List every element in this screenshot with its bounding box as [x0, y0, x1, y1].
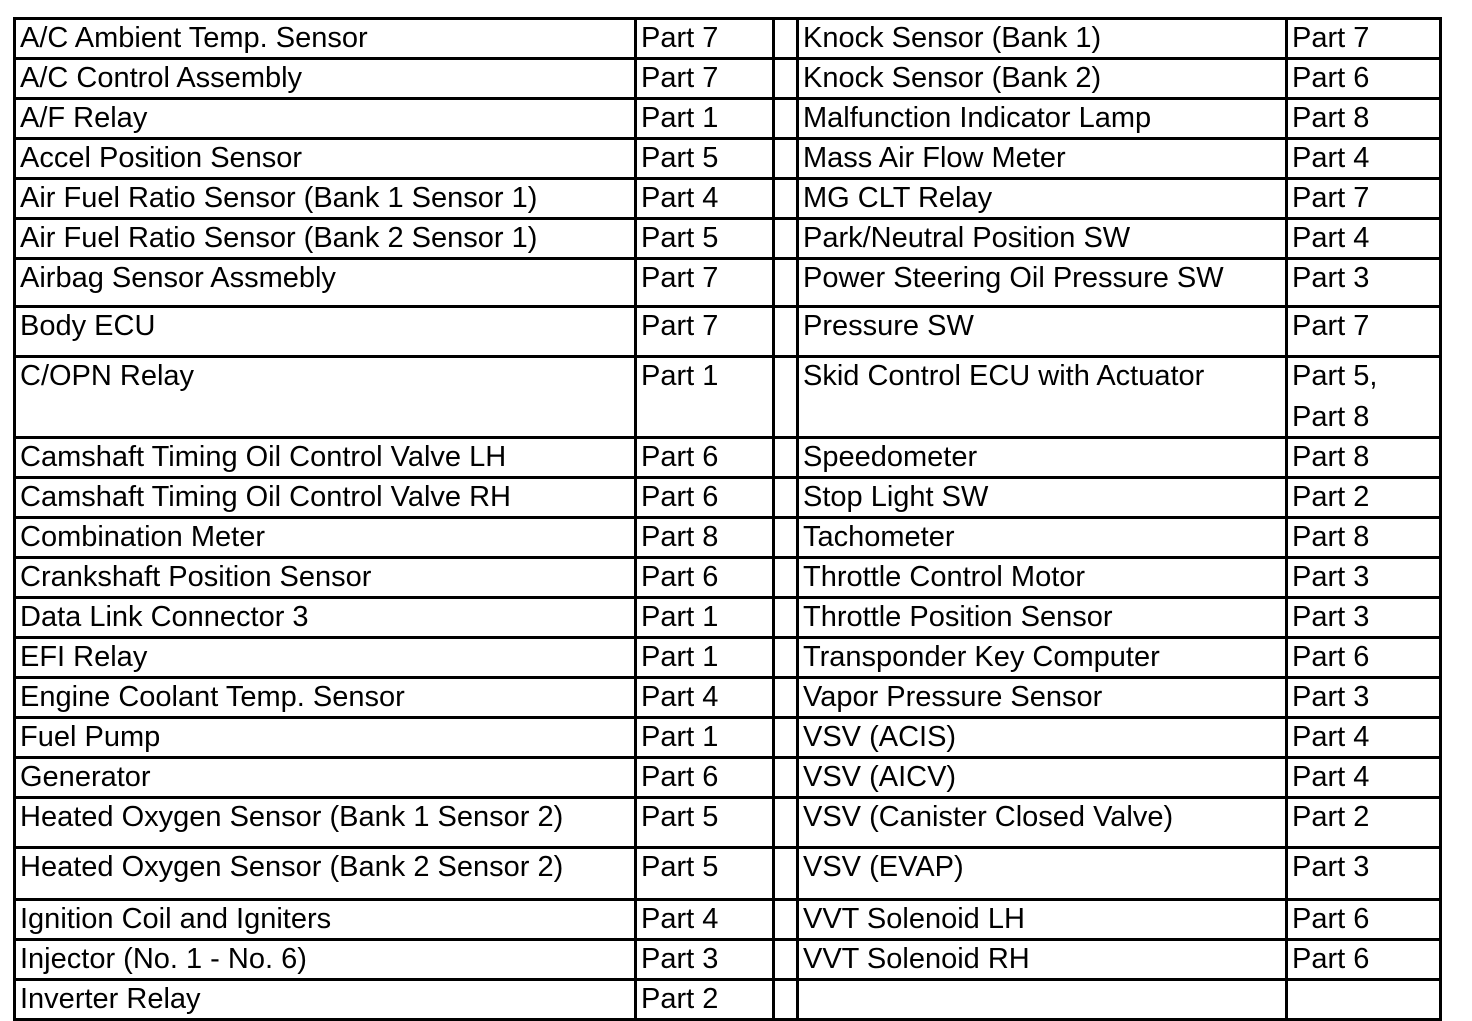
part-cell: Part 7	[636, 19, 774, 59]
component-name-cell: Heated Oxygen Sensor (Bank 1 Sensor 2)	[15, 798, 636, 848]
column-gap-cell	[774, 558, 798, 598]
column-gap-cell	[774, 179, 798, 219]
column-gap-cell	[774, 219, 798, 259]
column-gap-cell	[774, 940, 798, 980]
part-cell: Part 4	[1287, 219, 1441, 259]
column-gap-cell	[774, 718, 798, 758]
component-name-cell: Body ECU	[15, 307, 636, 357]
part-cell	[1287, 357, 1441, 438]
component-name-cell: VVT Solenoid RH	[798, 940, 1287, 980]
part-cell: Part 5	[636, 219, 774, 259]
part-cell: Part 7	[636, 59, 774, 99]
part-cell: Part 8	[1287, 99, 1441, 139]
part-cell: Part 5	[636, 848, 774, 900]
column-gap-cell	[774, 980, 798, 1020]
table-row	[15, 357, 1441, 438]
component-name-cell: Crankshaft Position Sensor	[15, 558, 636, 598]
component-name-cell: Malfunction Indicator Lamp	[798, 99, 1287, 139]
table-row	[15, 518, 1441, 558]
part-line: Part 8	[1292, 401, 1370, 433]
part-cell: Part 6	[1287, 900, 1441, 940]
column-gap-cell	[774, 259, 798, 307]
table-row	[15, 558, 1441, 598]
part-cell: Part 6	[1287, 638, 1441, 678]
part-cell: Part 8	[636, 518, 774, 558]
part-cell: Part 4	[1287, 139, 1441, 179]
component-name-cell: Pressure SW	[798, 307, 1287, 357]
component-name-cell: Inverter Relay	[15, 980, 636, 1020]
component-name-cell: Skid Control ECU with Actuator	[798, 357, 1287, 438]
component-name-cell: Transponder Key Computer	[798, 638, 1287, 678]
component-name-cell: Knock Sensor (Bank 2)	[798, 59, 1287, 99]
part-cell: Part 5	[636, 139, 774, 179]
component-name-cell: VVT Solenoid LH	[798, 900, 1287, 940]
part-cell: Part 2	[1287, 798, 1441, 848]
table-row	[15, 179, 1441, 219]
component-name-cell: Camshaft Timing Oil Control Valve LH	[15, 438, 636, 478]
component-name-cell: Stop Light SW	[798, 478, 1287, 518]
component-name-cell: Speedometer	[798, 438, 1287, 478]
part-cell: Part 8	[1287, 438, 1441, 478]
component-name-cell: VSV (ACIS)	[798, 718, 1287, 758]
table-row	[15, 678, 1441, 718]
table-row	[15, 19, 1441, 59]
component-name-cell: Heated Oxygen Sensor (Bank 2 Sensor 2)	[15, 848, 636, 900]
column-gap-cell	[774, 59, 798, 99]
component-name-cell: Generator	[15, 758, 636, 798]
table-row	[15, 980, 1441, 1020]
part-cell: Part 7	[1287, 19, 1441, 59]
column-gap-cell	[774, 678, 798, 718]
component-location-table	[13, 17, 1442, 1021]
component-name-cell: Ignition Coil and Igniters	[15, 900, 636, 940]
part-cell: Part 4	[636, 900, 774, 940]
part-cell: Part 1	[636, 357, 774, 438]
column-gap-cell	[774, 19, 798, 59]
part-cell: Part 1	[636, 99, 774, 139]
component-name-cell: Air Fuel Ratio Sensor (Bank 1 Sensor 1)	[15, 179, 636, 219]
table-row	[15, 307, 1441, 357]
part-cell	[1287, 980, 1441, 1020]
column-gap-cell	[774, 848, 798, 900]
component-name-cell: VSV (EVAP)	[798, 848, 1287, 900]
part-cell: Part 3	[1287, 598, 1441, 638]
column-gap-cell	[774, 900, 798, 940]
part-cell: Part 6	[636, 758, 774, 798]
component-name-cell: Throttle Position Sensor	[798, 598, 1287, 638]
table-row	[15, 99, 1441, 139]
part-cell: Part 1	[636, 718, 774, 758]
component-name-cell: Engine Coolant Temp. Sensor	[15, 678, 636, 718]
part-cell: Part 1	[636, 598, 774, 638]
component-name-cell: Fuel Pump	[15, 718, 636, 758]
column-gap-cell	[774, 357, 798, 438]
component-name-cell: Airbag Sensor Assmebly	[15, 259, 636, 307]
component-name-cell: Park/Neutral Position SW	[798, 219, 1287, 259]
part-cell: Part 7	[636, 259, 774, 307]
part-cell: Part 6	[636, 558, 774, 598]
part-cell: Part 1	[636, 638, 774, 678]
component-name-cell: Data Link Connector 3	[15, 598, 636, 638]
table-row	[15, 718, 1441, 758]
part-cell: Part 5	[636, 798, 774, 848]
column-gap-cell	[774, 598, 798, 638]
table-row	[15, 139, 1441, 179]
component-name-cell: Knock Sensor (Bank 1)	[798, 19, 1287, 59]
table-row	[15, 638, 1441, 678]
component-name-cell: Air Fuel Ratio Sensor (Bank 2 Sensor 1)	[15, 219, 636, 259]
part-cell: Part 4	[636, 179, 774, 219]
part-cell: Part 8	[1287, 518, 1441, 558]
part-cell: Part 6	[636, 438, 774, 478]
part-cell: Part 2	[636, 980, 774, 1020]
table-row	[15, 758, 1441, 798]
part-cell: Part 4	[636, 678, 774, 718]
component-name-cell	[798, 980, 1287, 1020]
part-cell: Part 6	[636, 478, 774, 518]
table-row	[15, 940, 1441, 980]
component-name-cell: A/F Relay	[15, 99, 636, 139]
part-cell: Part 4	[1287, 718, 1441, 758]
part-cell: Part 3	[1287, 848, 1441, 900]
column-gap-cell	[774, 438, 798, 478]
part-cell: Part 3	[1287, 558, 1441, 598]
table-row	[15, 900, 1441, 940]
component-name-cell: MG CLT Relay	[798, 179, 1287, 219]
table-row	[15, 438, 1441, 478]
part-cell: Part 7	[1287, 307, 1441, 357]
table-row	[15, 59, 1441, 99]
part-line: Part 5,	[1292, 360, 1378, 392]
component-name-cell: Injector (No. 1 - No. 6)	[15, 940, 636, 980]
column-gap-cell	[774, 139, 798, 179]
part-cell: Part 6	[1287, 59, 1441, 99]
component-name-cell: Mass Air Flow Meter	[798, 139, 1287, 179]
part-cell: Part 7	[636, 307, 774, 357]
column-gap-cell	[774, 478, 798, 518]
table-row	[15, 259, 1441, 307]
component-name-cell: A/C Ambient Temp. Sensor	[15, 19, 636, 59]
component-name-cell: EFI Relay	[15, 638, 636, 678]
table-row	[15, 798, 1441, 848]
column-gap-cell	[774, 758, 798, 798]
table-row	[15, 219, 1441, 259]
component-name-cell: A/C Control Assembly	[15, 59, 636, 99]
component-name-cell: Throttle Control Motor	[798, 558, 1287, 598]
table-row	[15, 598, 1441, 638]
component-name-cell: VSV (AICV)	[798, 758, 1287, 798]
component-name-cell: Camshaft Timing Oil Control Valve RH	[15, 478, 636, 518]
table-row	[15, 848, 1441, 900]
part-cell: Part 2	[1287, 478, 1441, 518]
component-name-cell: Combination Meter	[15, 518, 636, 558]
column-gap-cell	[774, 99, 798, 139]
column-gap-cell	[774, 518, 798, 558]
part-cell: Part 6	[1287, 940, 1441, 980]
column-gap-cell	[774, 798, 798, 848]
component-name-cell: Accel Position Sensor	[15, 139, 636, 179]
component-name-cell: VSV (Canister Closed Valve)	[798, 798, 1287, 848]
part-cell: Part 3	[636, 940, 774, 980]
part-cell: Part 4	[1287, 758, 1441, 798]
part-cell: Part 7	[1287, 179, 1441, 219]
component-name-cell: Power Steering Oil Pressure SW	[798, 259, 1287, 307]
table-row	[15, 478, 1441, 518]
column-gap-cell	[774, 638, 798, 678]
component-name-cell: C/OPN Relay	[15, 357, 636, 438]
part-cell: Part 3	[1287, 678, 1441, 718]
part-cell: Part 3	[1287, 259, 1441, 307]
component-name-cell: Vapor Pressure Sensor	[798, 678, 1287, 718]
component-name-cell: Tachometer	[798, 518, 1287, 558]
column-gap-cell	[774, 307, 798, 357]
